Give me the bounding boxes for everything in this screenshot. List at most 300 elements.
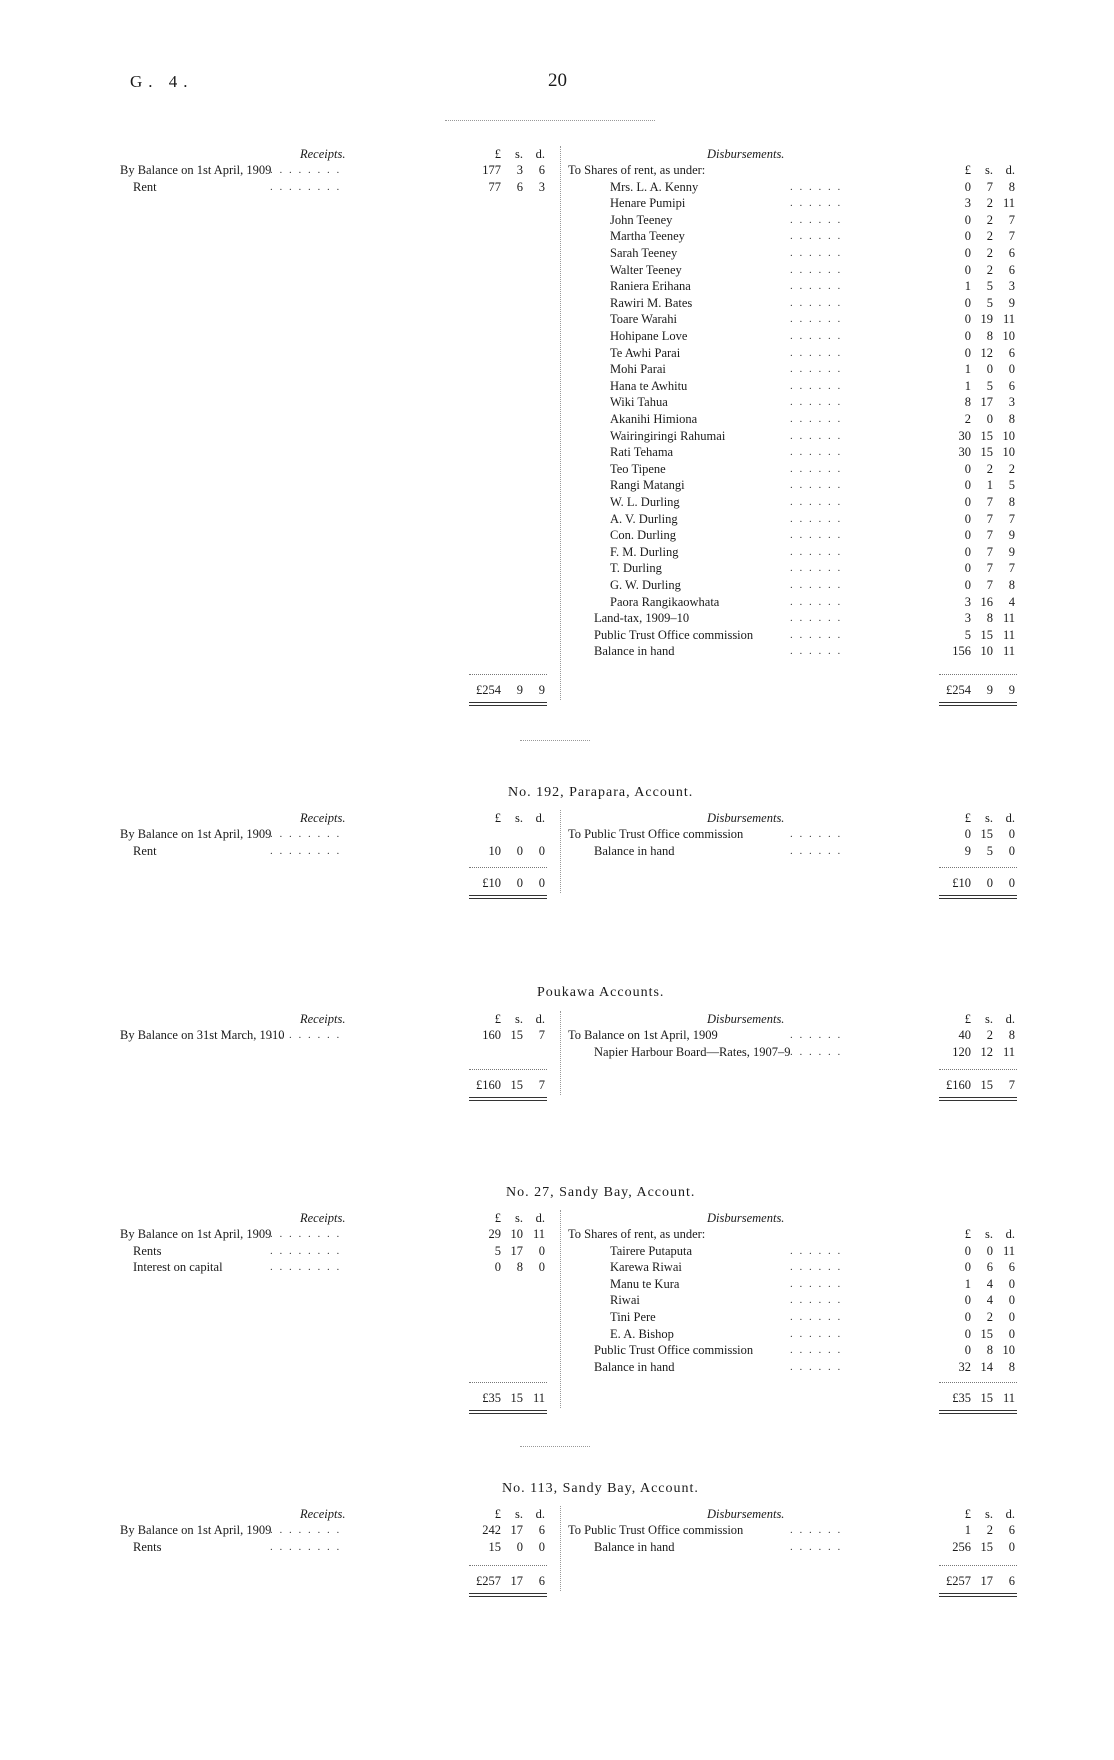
amount-shillings: 9: [516, 683, 523, 697]
amount-shillings: 2: [986, 246, 993, 260]
disbursement-label: John Teeney: [610, 212, 673, 227]
amount-lsd: [465, 1390, 545, 1406]
receipt-label: Rents: [133, 1243, 162, 1258]
amount-pence: d.: [1005, 163, 1015, 177]
leader-dots: . . . . . .: [790, 844, 843, 857]
amount-pounds: 3: [964, 594, 971, 609]
amount-pence: 4: [1008, 594, 1015, 609]
receipts-heading: Receipts.: [300, 147, 346, 161]
amount-lsd: [935, 682, 1015, 698]
amount-pence: 6: [1008, 1574, 1015, 1588]
disbursements-total-rule: [939, 1100, 1017, 1101]
amount-lsd: [465, 810, 545, 826]
receipt-label: By Balance on 1st April, 1909: [120, 827, 272, 841]
disbursement-label: Balance in hand: [594, 1539, 675, 1554]
leader-dots: . . . . . .: [790, 545, 843, 558]
leader-dots: . . . . . .: [790, 1261, 843, 1274]
disbursement-group-heading: To Shares of rent, as under:: [568, 1227, 706, 1241]
disbursements-subtotal-rule: [939, 867, 1017, 868]
leader-dots: . . . . . .: [790, 1360, 843, 1373]
amount-shillings: 19: [980, 312, 993, 327]
amount-pounds: 177: [482, 163, 501, 177]
disbursement-label: Henare Pumipi: [610, 196, 686, 211]
disbursement-label: Hana te Awhitu: [610, 378, 688, 393]
leader-dots: . . . . . .: [790, 1524, 843, 1536]
amount-shillings: 0: [986, 362, 993, 377]
amount-shillings: 6: [986, 1260, 993, 1275]
page-number: 20: [548, 70, 567, 91]
amount-lsd: [465, 146, 545, 162]
amount-shillings: 15: [980, 827, 993, 841]
amount-shillings: 5: [986, 378, 993, 393]
amount-pence: 6: [1008, 1523, 1015, 1537]
amount-shillings: 15: [980, 627, 993, 642]
amount-lsd: [935, 810, 1015, 826]
amount-pounds: 0: [964, 1326, 971, 1341]
disbursements-total-rule: [939, 702, 1017, 703]
disbursement-label: Paora Rangikaowhata: [610, 594, 720, 609]
amount-pence: 0: [538, 843, 545, 858]
amount-lsd: [935, 560, 1015, 576]
column-divider: [560, 810, 561, 893]
receipt-label: By Balance on 31st March, 1910: [120, 1028, 285, 1042]
account-title: No. 27, Sandy Bay, Account.: [506, 1185, 696, 1200]
amount-pounds: £: [494, 1012, 501, 1026]
amount-pounds: 1: [964, 1276, 971, 1291]
amount-pounds: 256: [952, 1539, 971, 1554]
amount-shillings: 10: [980, 644, 993, 659]
amount-lsd: [935, 511, 1015, 527]
amount-lsd: [465, 1210, 545, 1226]
amount-lsd: [935, 1573, 1015, 1589]
amount-shillings: 17: [510, 1523, 523, 1537]
amount-shillings: 12: [980, 1044, 993, 1059]
amount-pence: 0: [538, 1243, 545, 1258]
amount-pence: 11: [532, 1391, 545, 1405]
column-divider: [560, 146, 561, 700]
amount-pence: 7: [1008, 229, 1015, 244]
amount-shillings: s.: [515, 1507, 523, 1521]
amount-shillings: 6: [516, 179, 523, 194]
disbursements-heading: Disbursements.: [707, 1012, 785, 1026]
amount-lsd: [465, 1243, 545, 1259]
amount-pence: d.: [1005, 1507, 1015, 1521]
disbursement-label: Raniera Erihana: [610, 279, 691, 294]
amount-shillings: 2: [986, 1310, 993, 1324]
amount-pounds: 1: [964, 1523, 971, 1537]
amount-lsd: [935, 1243, 1015, 1259]
amount-pounds: £257: [946, 1574, 971, 1588]
amount-shillings: s.: [985, 163, 993, 177]
amount-pounds: 29: [488, 1227, 501, 1241]
receipt-label: By Balance on 1st April, 1909: [120, 163, 272, 177]
disbursement-label: G. W. Durling: [610, 578, 681, 592]
receipts-total-rule: [469, 1097, 547, 1098]
amount-lsd: [935, 843, 1015, 859]
leader-dots: . . . . . . . .: [270, 1029, 342, 1041]
disbursements-total-rule: [939, 1097, 1017, 1098]
amount-pence: 0: [1008, 1326, 1015, 1341]
receipts-total-rule: [469, 1593, 547, 1594]
amount-lsd: [935, 394, 1015, 410]
leader-dots: . . . . . . . .: [270, 1540, 342, 1553]
amount-pence: 11: [1002, 196, 1015, 211]
amount-pounds: 9: [964, 843, 971, 858]
leader-dots: . . . . . .: [790, 363, 843, 376]
leader-dots: . . . . . .: [790, 429, 843, 442]
amount-shillings: 2: [986, 1028, 993, 1042]
amount-lsd: [935, 411, 1015, 427]
leader-dots: . . . . . .: [790, 828, 843, 840]
amount-pounds: 0: [964, 478, 971, 493]
amount-pounds: 0: [964, 1310, 971, 1324]
disbursement-label: Public Trust Office commission: [594, 627, 754, 642]
amount-lsd: [465, 1539, 545, 1555]
amount-shillings: s.: [515, 811, 523, 825]
amount-shillings: s.: [515, 1211, 523, 1225]
amount-pounds: £: [494, 147, 501, 161]
amount-lsd: [465, 1506, 545, 1522]
amount-shillings: 16: [980, 594, 993, 609]
disbursement-label: Hohipane Love: [610, 329, 688, 343]
amount-pounds: 120: [952, 1044, 971, 1059]
leader-dots: . . . . . .: [790, 396, 843, 409]
receipts-total-rule: [469, 1413, 547, 1414]
amount-pence: 9: [1008, 683, 1015, 697]
amount-pence: 3: [1008, 395, 1015, 410]
amount-pence: d.: [535, 1012, 545, 1026]
receipt-label: Rent: [133, 843, 157, 858]
amount-pounds: £35: [952, 1391, 971, 1405]
amount-lsd: [935, 1506, 1015, 1522]
amount-pence: 10: [1002, 428, 1015, 443]
amount-pence: d.: [1005, 1227, 1015, 1241]
document-code: G. 4.: [130, 72, 194, 91]
leader-dots: . . . . . .: [790, 446, 843, 459]
receipts-total-rule: [469, 895, 547, 896]
disbursement-label: To Public Trust Office commission: [568, 1523, 744, 1537]
leader-dots: . . . . . . . .: [270, 1261, 342, 1274]
amount-shillings: 2: [986, 229, 993, 244]
amount-pounds: £35: [482, 1391, 501, 1405]
amount-pounds: £: [964, 163, 971, 177]
leader-dots: . . . . . .: [790, 1029, 843, 1041]
leader-dots: . . . . . .: [790, 330, 843, 342]
leader-dots: . . . . . .: [790, 496, 843, 508]
account-title: No. 192, Parapara, Account.: [508, 785, 694, 800]
disbursement-label: Sarah Teeney: [610, 246, 678, 260]
amount-shillings: 5: [986, 279, 993, 294]
amount-pence: 11: [532, 1227, 545, 1241]
amount-lsd: [935, 577, 1015, 593]
amount-shillings: 5: [986, 843, 993, 858]
disbursement-label: Mrs. L. A. Kenny: [610, 179, 699, 194]
amount-pounds: 0: [964, 1343, 971, 1358]
amount-shillings: 8: [986, 611, 993, 626]
amount-shillings: 5: [986, 295, 993, 310]
leader-dots: . . . . . . . .: [270, 844, 342, 857]
section-separator: [520, 1446, 590, 1447]
amount-shillings: 8: [986, 329, 993, 343]
amount-shillings: 14: [980, 1359, 993, 1374]
amount-lsd: [935, 477, 1015, 493]
amount-pence: 7: [1008, 561, 1015, 576]
receipt-label: Rent: [133, 179, 157, 194]
amount-pence: 5: [1008, 478, 1015, 493]
account-title: No. 113, Sandy Bay, Account.: [502, 1481, 699, 1496]
amount-lsd: [465, 1077, 545, 1093]
leader-dots: . . . . . .: [790, 645, 843, 658]
receipts-total-rule: [469, 898, 547, 899]
disbursement-label: Rawiri M. Bates: [610, 295, 693, 310]
amount-pounds: 30: [958, 445, 971, 460]
amount-pence: 6: [538, 1574, 545, 1588]
amount-shillings: 0: [986, 1243, 993, 1258]
amount-pence: 8: [1008, 495, 1015, 509]
amount-shillings: 2: [986, 461, 993, 476]
amount-lsd: [465, 179, 545, 195]
leader-dots: . . . . . .: [790, 595, 843, 608]
amount-pounds: 0: [964, 495, 971, 509]
amount-shillings: 7: [986, 495, 993, 509]
amount-pounds: 0: [494, 1260, 501, 1275]
receipts-subtotal-rule: [469, 1382, 547, 1383]
amount-pence: d.: [535, 1211, 545, 1225]
amount-lsd: [935, 1027, 1015, 1043]
amount-pence: 0: [538, 876, 545, 890]
receipt-label: Interest on capital: [133, 1260, 223, 1275]
amount-lsd: [935, 594, 1015, 610]
column-divider: [560, 1210, 561, 1408]
amount-lsd: [935, 1011, 1015, 1027]
amount-shillings: 17: [980, 1574, 993, 1588]
amount-pence: 11: [1002, 1044, 1015, 1059]
disbursements-heading: Disbursements.: [707, 1211, 785, 1225]
amount-pounds: 0: [964, 246, 971, 260]
amount-shillings: 7: [986, 179, 993, 194]
leader-dots: . . . . . . . .: [270, 164, 342, 176]
leader-dots: . . . . . .: [790, 180, 843, 193]
amount-pence: 7: [538, 1028, 545, 1042]
amount-pounds: 0: [964, 345, 971, 360]
amount-lsd: [935, 1326, 1015, 1342]
amount-pence: d.: [1005, 811, 1015, 825]
leader-dots: . . . . . .: [790, 197, 843, 210]
amount-shillings: 4: [986, 1276, 993, 1291]
amount-shillings: 17: [510, 1243, 523, 1258]
amount-shillings: 0: [986, 412, 993, 426]
disbursement-label: Rangi Matangi: [610, 478, 685, 493]
amount-lsd: [935, 212, 1015, 228]
amount-pence: 3: [538, 179, 545, 194]
amount-lsd: [935, 311, 1015, 327]
amount-pounds: £: [964, 1012, 971, 1026]
leader-dots: . . . . . .: [790, 247, 843, 259]
amount-shillings: s.: [985, 1012, 993, 1026]
amount-pounds: 0: [964, 1243, 971, 1258]
receipts-subtotal-rule: [469, 867, 547, 868]
amount-lsd: [465, 843, 545, 859]
amount-pounds: 1: [964, 362, 971, 377]
amount-pounds: £254: [946, 683, 971, 697]
amount-pounds: £: [494, 1507, 501, 1521]
leader-dots: . . . . . .: [790, 612, 843, 625]
amount-lsd: [935, 1044, 1015, 1060]
amount-lsd: [935, 179, 1015, 195]
amount-shillings: s.: [515, 147, 523, 161]
amount-lsd: [935, 428, 1015, 444]
amount-pounds: 0: [964, 212, 971, 227]
disbursement-label: Karewa Riwai: [610, 1260, 682, 1275]
disbursement-label: Rati Tehama: [610, 445, 674, 460]
leader-dots: . . . . . .: [790, 1327, 843, 1340]
amount-lsd: [935, 444, 1015, 460]
disbursements-subtotal-rule: [939, 1382, 1017, 1383]
amount-pence: 8: [1008, 578, 1015, 592]
amount-pence: 7: [1008, 511, 1015, 526]
disbursement-label: Land-tax, 1909–10: [594, 611, 690, 626]
amount-pence: 9: [538, 683, 545, 697]
amount-pence: 7: [1008, 212, 1015, 227]
amount-pence: 8: [1008, 1028, 1015, 1042]
amount-pence: 0: [1008, 1276, 1015, 1291]
amount-shillings: 15: [980, 445, 993, 460]
amount-pounds: £: [964, 811, 971, 825]
amount-lsd: [935, 262, 1015, 278]
amount-lsd: [935, 1359, 1015, 1375]
leader-dots: . . . . . .: [790, 1540, 843, 1553]
amount-pence: 6: [1008, 262, 1015, 277]
amount-pounds: 0: [964, 827, 971, 841]
amount-pence: 11: [1002, 1391, 1015, 1405]
amount-pounds: 1: [964, 378, 971, 393]
disbursements-total-rule: [939, 1596, 1017, 1597]
amount-pence: 0: [538, 1260, 545, 1275]
amount-shillings: s.: [515, 1012, 523, 1026]
amount-lsd: [465, 875, 545, 891]
disbursement-label: Akanihi Himiona: [610, 412, 698, 426]
column-divider: [560, 1506, 561, 1591]
amount-shillings: 8: [986, 1343, 993, 1358]
amount-pence: 11: [1002, 312, 1015, 327]
amount-pence: 0: [1008, 827, 1015, 841]
disbursement-label: Te Awhi Parai: [610, 345, 681, 360]
amount-lsd: [465, 1011, 545, 1027]
amount-pence: 0: [1008, 1310, 1015, 1324]
leader-dots: . . . . . .: [790, 1311, 843, 1323]
account-title: Poukawa Accounts.: [537, 985, 665, 1000]
amount-pence: d.: [535, 811, 545, 825]
disbursement-label: Mohi Parai: [610, 362, 666, 377]
amount-pounds: £254: [476, 683, 501, 697]
amount-pounds: 10: [488, 843, 501, 858]
disbursement-label: Wiki Tahua: [610, 395, 668, 410]
amount-pence: 9: [1008, 528, 1015, 543]
disbursement-label: T. Durling: [610, 561, 662, 576]
amount-pounds: 160: [482, 1028, 501, 1042]
disbursement-label: To Public Trust Office commission: [568, 827, 744, 841]
amount-pounds: 2: [964, 412, 971, 426]
amount-lsd: [465, 162, 545, 178]
amount-shillings: 7: [986, 561, 993, 576]
disbursement-label: Tini Pere: [610, 1310, 656, 1324]
leader-dots: . . . . . . . .: [270, 1228, 342, 1240]
receipts-subtotal-rule: [469, 1069, 547, 1070]
amount-pounds: 32: [958, 1359, 971, 1374]
amount-pence: 2: [1008, 461, 1015, 476]
amount-lsd: [935, 228, 1015, 244]
amount-pence: 11: [1002, 627, 1015, 642]
receipt-label: Rents: [133, 1539, 162, 1554]
amount-lsd: [465, 1027, 545, 1043]
disbursement-label: Balance in hand: [594, 644, 675, 659]
amount-pence: d.: [535, 147, 545, 161]
amount-lsd: [935, 461, 1015, 477]
amount-pounds: 0: [964, 295, 971, 310]
amount-shillings: 8: [516, 1260, 523, 1275]
amount-pounds: 0: [964, 179, 971, 194]
amount-pence: 6: [538, 163, 545, 177]
amount-shillings: 0: [516, 876, 523, 890]
amount-pounds: £10: [482, 876, 501, 890]
amount-shillings: 15: [510, 1078, 523, 1092]
amount-pounds: 242: [482, 1523, 501, 1537]
amount-shillings: 15: [510, 1391, 523, 1405]
amount-pounds: 0: [964, 312, 971, 327]
disbursement-label: Manu te Kura: [610, 1276, 680, 1291]
amount-shillings: 15: [510, 1028, 523, 1042]
receipts-heading: Receipts.: [300, 811, 346, 825]
amount-pounds: 0: [964, 1293, 971, 1308]
amount-pounds: £: [964, 1507, 971, 1521]
amount-pence: 3: [1008, 279, 1015, 294]
amount-pence: 11: [1002, 644, 1015, 659]
amount-lsd: [935, 1226, 1015, 1242]
amount-lsd: [935, 1342, 1015, 1358]
amount-shillings: s.: [985, 1227, 993, 1241]
amount-pounds: £: [494, 811, 501, 825]
amount-lsd: [935, 527, 1015, 543]
leader-dots: . . . . . .: [790, 1045, 843, 1058]
disbursement-label: W. L. Durling: [610, 495, 680, 509]
column-divider: [560, 1011, 561, 1095]
amount-shillings: 2: [986, 262, 993, 277]
receipts-total-rule: [469, 705, 547, 706]
disbursements-subtotal-rule: [939, 674, 1017, 675]
disbursement-label: Tairere Putaputa: [610, 1243, 693, 1258]
disbursements-heading: Disbursements.: [707, 1507, 785, 1521]
amount-lsd: [465, 682, 545, 698]
amount-pence: 11: [1002, 611, 1015, 626]
amount-pounds: 5: [494, 1243, 501, 1258]
amount-lsd: [935, 643, 1015, 659]
amount-pence: d.: [535, 1507, 545, 1521]
faint-title-placeholder: [445, 120, 655, 121]
amount-pence: 6: [1008, 345, 1015, 360]
amount-shillings: 4: [986, 1293, 993, 1308]
amount-shillings: 12: [980, 345, 993, 360]
leader-dots: . . . . . .: [790, 230, 843, 243]
amount-pence: 6: [1008, 378, 1015, 393]
amount-lsd: [935, 610, 1015, 626]
disbursements-heading: Disbursements.: [707, 811, 785, 825]
disbursements-subtotal-rule: [939, 1069, 1017, 1070]
amount-lsd: [935, 1522, 1015, 1538]
leader-dots: . . . . . .: [790, 628, 843, 641]
amount-pence: 0: [1008, 1293, 1015, 1308]
amount-lsd: [465, 1226, 545, 1242]
leader-dots: . . . . . .: [790, 413, 843, 425]
